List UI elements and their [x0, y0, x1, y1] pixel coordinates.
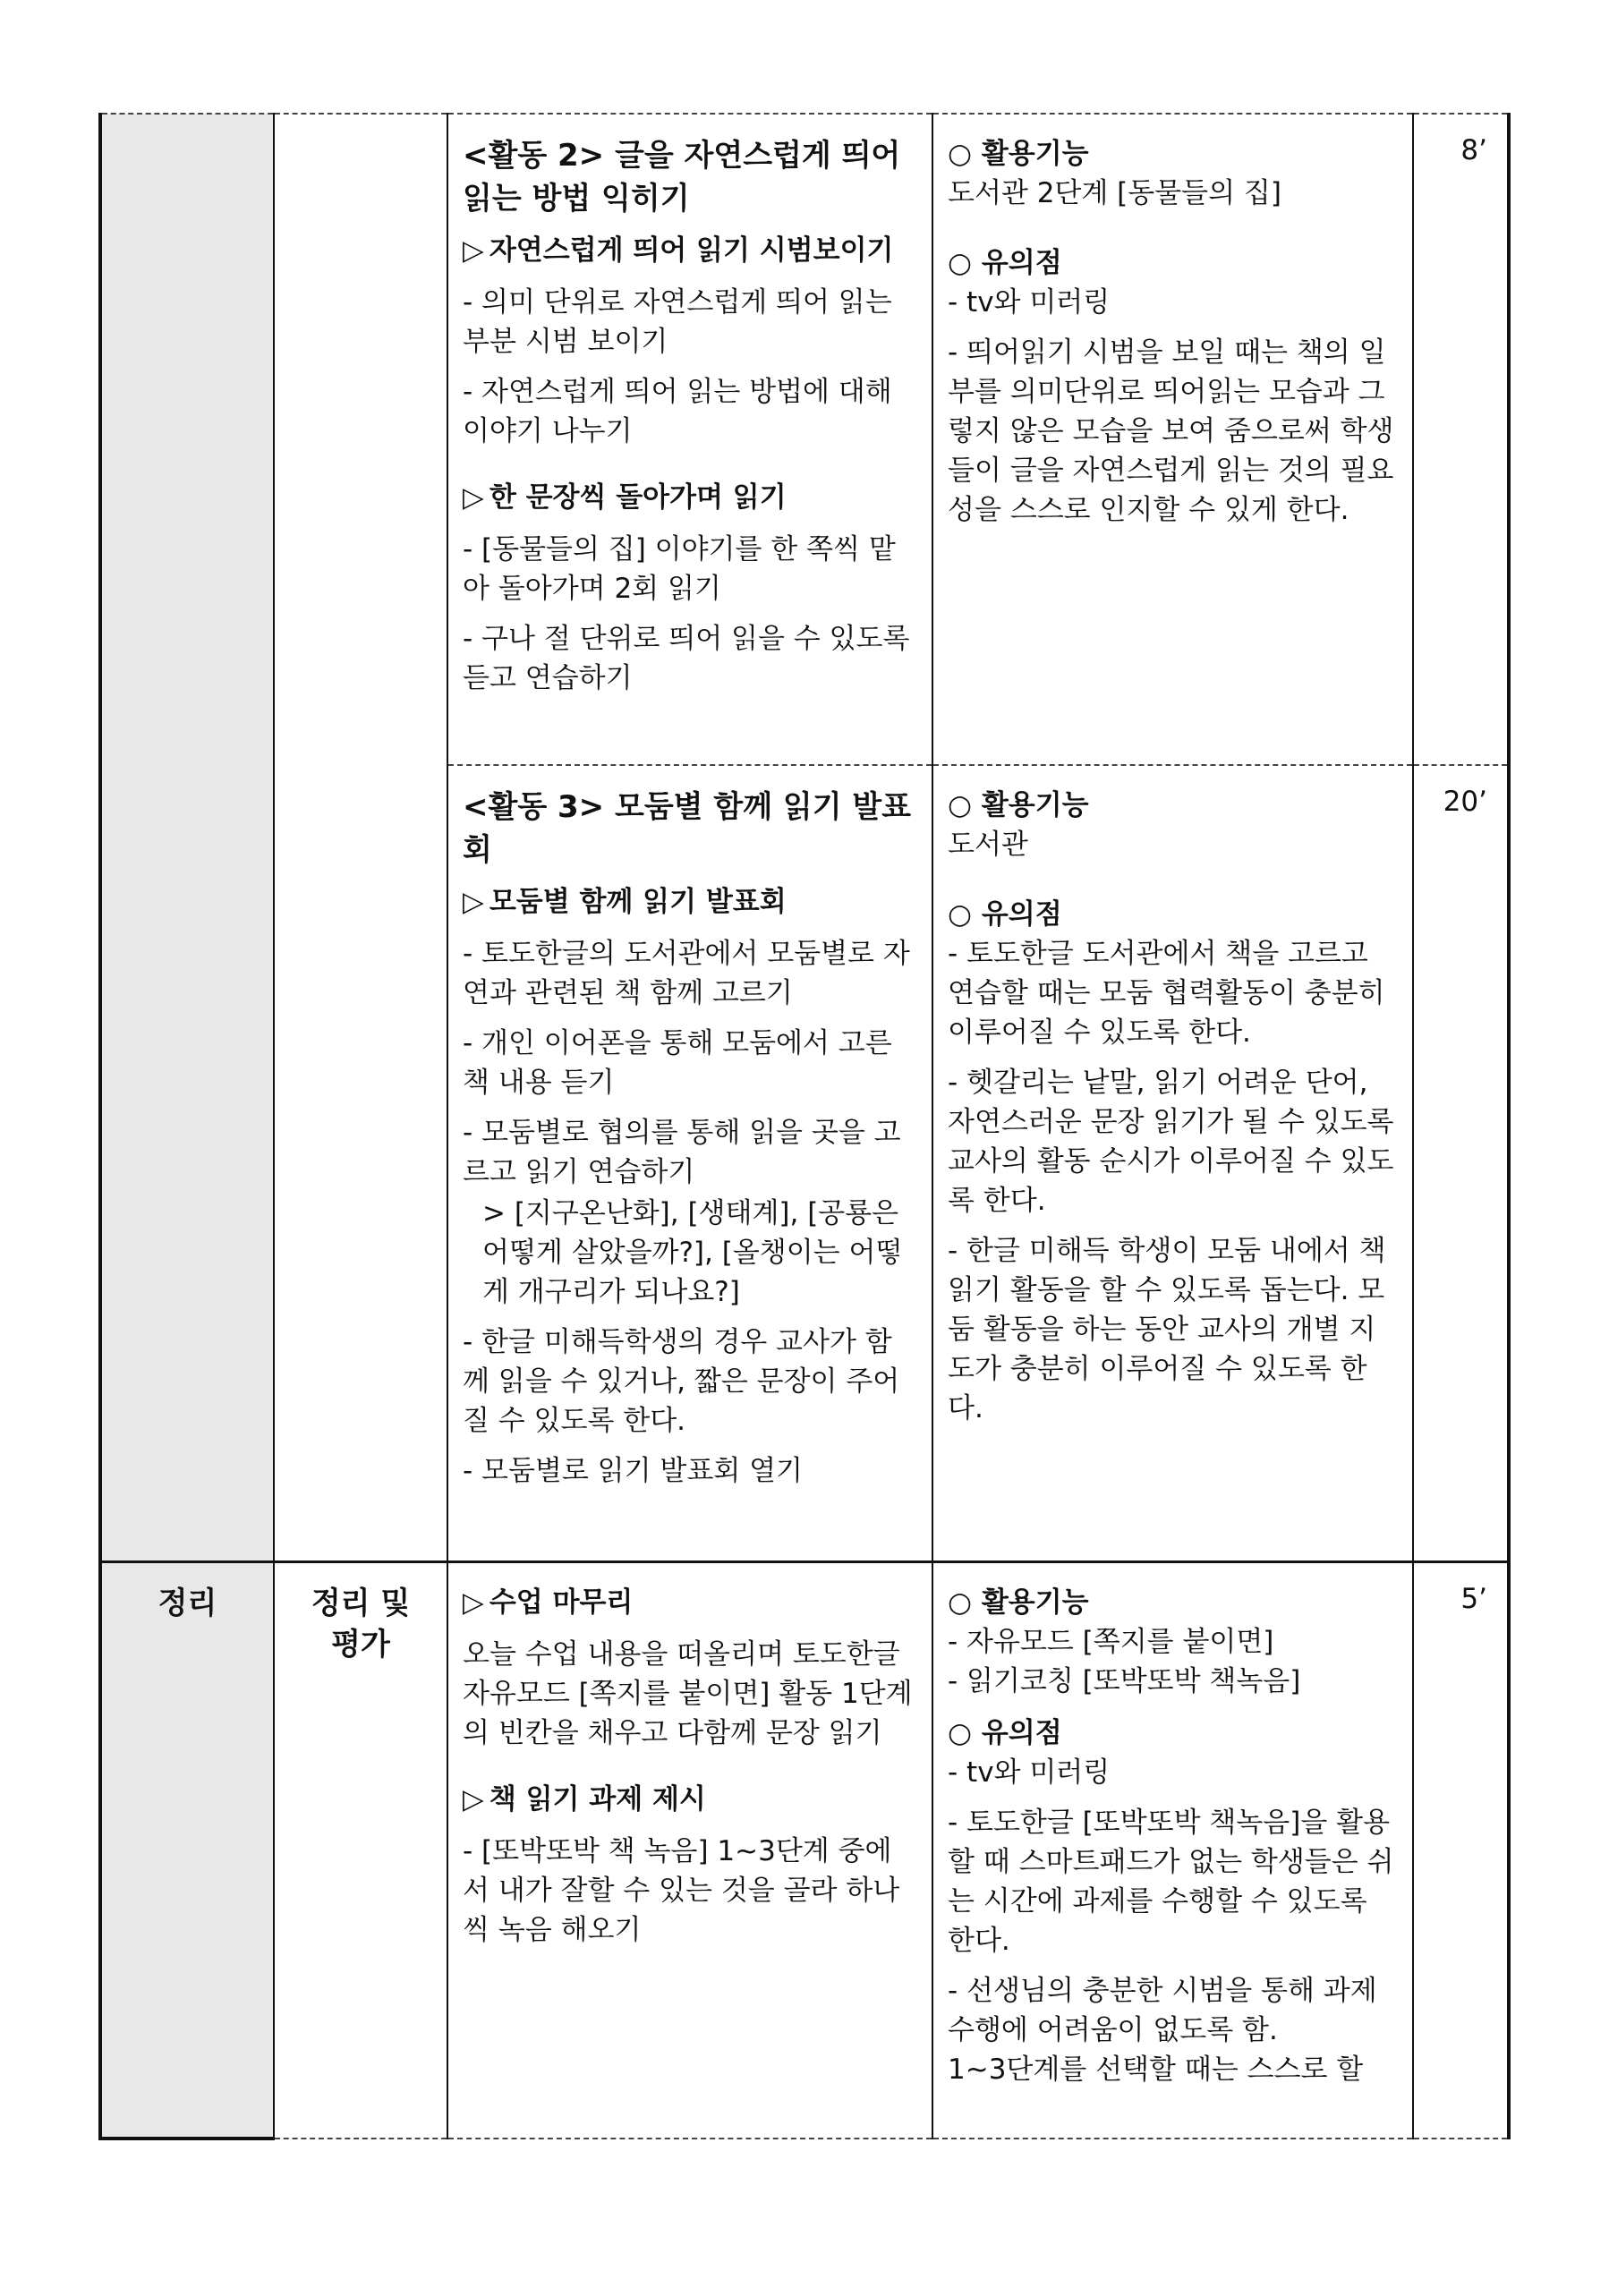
- list-item: - 자연스럽게 띄어 읽는 방법에 대해 이야기 나누기: [463, 376, 892, 447]
- note-heading: ○ 활용기능: [948, 138, 1089, 170]
- note-heading: ○ 활용기능: [948, 1586, 1089, 1619]
- note-text: - 띄어읽기 시범을 보일 때는 책의 일부를 의미단위로 띄어읽는 모습과 그렇지 않은 모습을 보여 줌으로써 학생들이 글을 자연스럽게 읽는 것의 필요성을 스스로 인지할 수 있게 한다.: [948, 336, 1394, 526]
- activity-cell: [447, 1561, 932, 2139]
- sub-heading: ▷ 수업 마무리: [463, 1586, 634, 1619]
- table-row-summary: [100, 1561, 1509, 2139]
- sub-heading: ▷ 한 문장씩 돌아가며 읽기: [463, 481, 787, 514]
- time-value: 5’: [1460, 1582, 1487, 1615]
- note-heading: ○ 활용기능: [948, 789, 1089, 821]
- triangle-icon: ▷: [463, 481, 484, 514]
- list-item: - [또박또박 책 녹음] 1~3단계 중에서 내가 잘할 수 있는 것을 골라 하나씩 녹음 해오기: [463, 1834, 900, 1946]
- list-item: 오늘 수업 내용을 떠올리며 토도한글 자유모드 [쪽지를 붙이면] 활동 1단계의 빈칸을 채우고 다함께 문장 읽기: [463, 1637, 913, 1749]
- note-text: - 자유모드 [쪽지를 붙이면]: [948, 1625, 1274, 1658]
- list-item: > [지구온난화], [생태계], [공룡은 어떻게 살았을까?], [올챙이는 어떻게 개구리가 되나요?]: [482, 1197, 903, 1308]
- step-cell-empty: [274, 114, 447, 1561]
- note-text: - 한글 미해득 학생이 모둠 내에서 책읽기 활동을 할 수 있도록 돕는다. 모둠 활동을 하는 동안 교사의 개별 지도가 충분히 이루어질 수 있도록 한다.: [948, 1235, 1386, 1424]
- triangle-icon: ▷: [463, 886, 484, 918]
- note-text: 도서관: [948, 829, 1028, 861]
- time-cell: [1413, 765, 1509, 1561]
- note-text: - 선생님의 충분한 시범을 통해 과제 수행에 어려움이 없도록 함.: [948, 1974, 1377, 2046]
- note-heading: ○ 유의점: [948, 1716, 1062, 1749]
- stage-label: 정리: [157, 1585, 217, 1621]
- note-text: 1~3단계를 선택할 때는 스스로 할: [948, 2053, 1364, 2086]
- list-item: - 토도한글의 도서관에서 모둠별로 자연과 관련된 책 함께 고르기: [463, 938, 910, 1009]
- triangle-icon: ▷: [463, 1586, 484, 1619]
- sub-heading: ▷ 책 읽기 과제 제시: [463, 1782, 706, 1816]
- lesson-plan-table: [98, 113, 1511, 2140]
- sub-heading: ▷ 자연스럽게 띄어 읽기 시범보이기: [463, 234, 894, 267]
- time-cell: [1413, 1561, 1509, 2139]
- list-item: - 개인 이어폰을 통해 모둠에서 고른 책 내용 듣기: [463, 1027, 892, 1099]
- note-text: - 토도한글 [또박또박 책녹음]을 활용할 때 스마트패드가 없는 학생들은 쉬는 시간에 과제를 수행할 수 있도록 한다.: [948, 1806, 1394, 1957]
- list-item: - 모둠별로 협의를 통해 읽을 곳을 고르고 읽기 연습하기: [463, 1117, 901, 1188]
- time-value: 8’: [1460, 134, 1487, 166]
- step-label: 정리 및 평가: [311, 1585, 411, 1662]
- table-row-activity-2: [100, 114, 1509, 765]
- notes-cell: [932, 114, 1413, 765]
- notes-cell: [932, 765, 1413, 1561]
- note-heading: ○ 유의점: [948, 898, 1062, 931]
- step-cell: [274, 1561, 447, 2139]
- list-item: - 한글 미해득학생의 경우 교사가 함께 읽을 수 있거나, 짧은 문장이 주어질 수 있도록 한다.: [463, 1326, 900, 1437]
- list-item: - [동물들의 집] 이야기를 한 쪽씩 맡아 돌아가며 2회 읽기: [463, 533, 896, 605]
- activity-title: <활동 3> 모둠별 함께 읽기 발표회: [463, 789, 912, 868]
- activity-cell: [447, 765, 932, 1561]
- notes-cell: [932, 1561, 1413, 2139]
- stage-cell: [100, 1561, 274, 2139]
- note-text: - tv와 미러링: [948, 286, 1111, 319]
- time-cell: [1413, 114, 1509, 765]
- note-heading: ○ 유의점: [948, 247, 1062, 279]
- sub-heading: ▷ 모둠별 함께 읽기 발표회: [463, 886, 787, 918]
- note-text: 도서관 2단계 [동물들의 집]: [948, 177, 1281, 209]
- note-text: - 읽기코칭 [또박또박 책녹음]: [948, 1664, 1301, 1697]
- triangle-icon: ▷: [463, 1782, 484, 1816]
- time-value: 20’: [1443, 786, 1487, 818]
- list-item: - 구나 절 단위로 띄어 읽을 수 있도록 듣고 연습하기: [463, 623, 910, 694]
- triangle-icon: ▷: [463, 234, 484, 267]
- note-text: - 헷갈리는 낱말, 읽기 어려운 단어, 자연스러운 문장 읽기가 될 수 있도록 교사의 활동 순시가 이루어질 수 있도록 한다.: [948, 1067, 1394, 1217]
- note-text: - tv와 미러링: [948, 1756, 1111, 1789]
- list-item: - 모둠별로 읽기 발표회 열기: [463, 1455, 804, 1487]
- activity-cell: [447, 114, 932, 765]
- stage-cell-empty: [100, 114, 274, 1561]
- activity-title: <활동 2> 글을 자연스럽게 띄어 읽는 방법 익히기: [463, 138, 901, 217]
- list-item: - 의미 단위로 자연스럽게 띄어 읽는 부분 시범 보이기: [463, 286, 892, 358]
- note-text: - 토도한글 도서관에서 책을 고르고 연습할 때는 모둠 협력활동이 충분히 이루어질 수 있도록 한다.: [948, 938, 1385, 1049]
